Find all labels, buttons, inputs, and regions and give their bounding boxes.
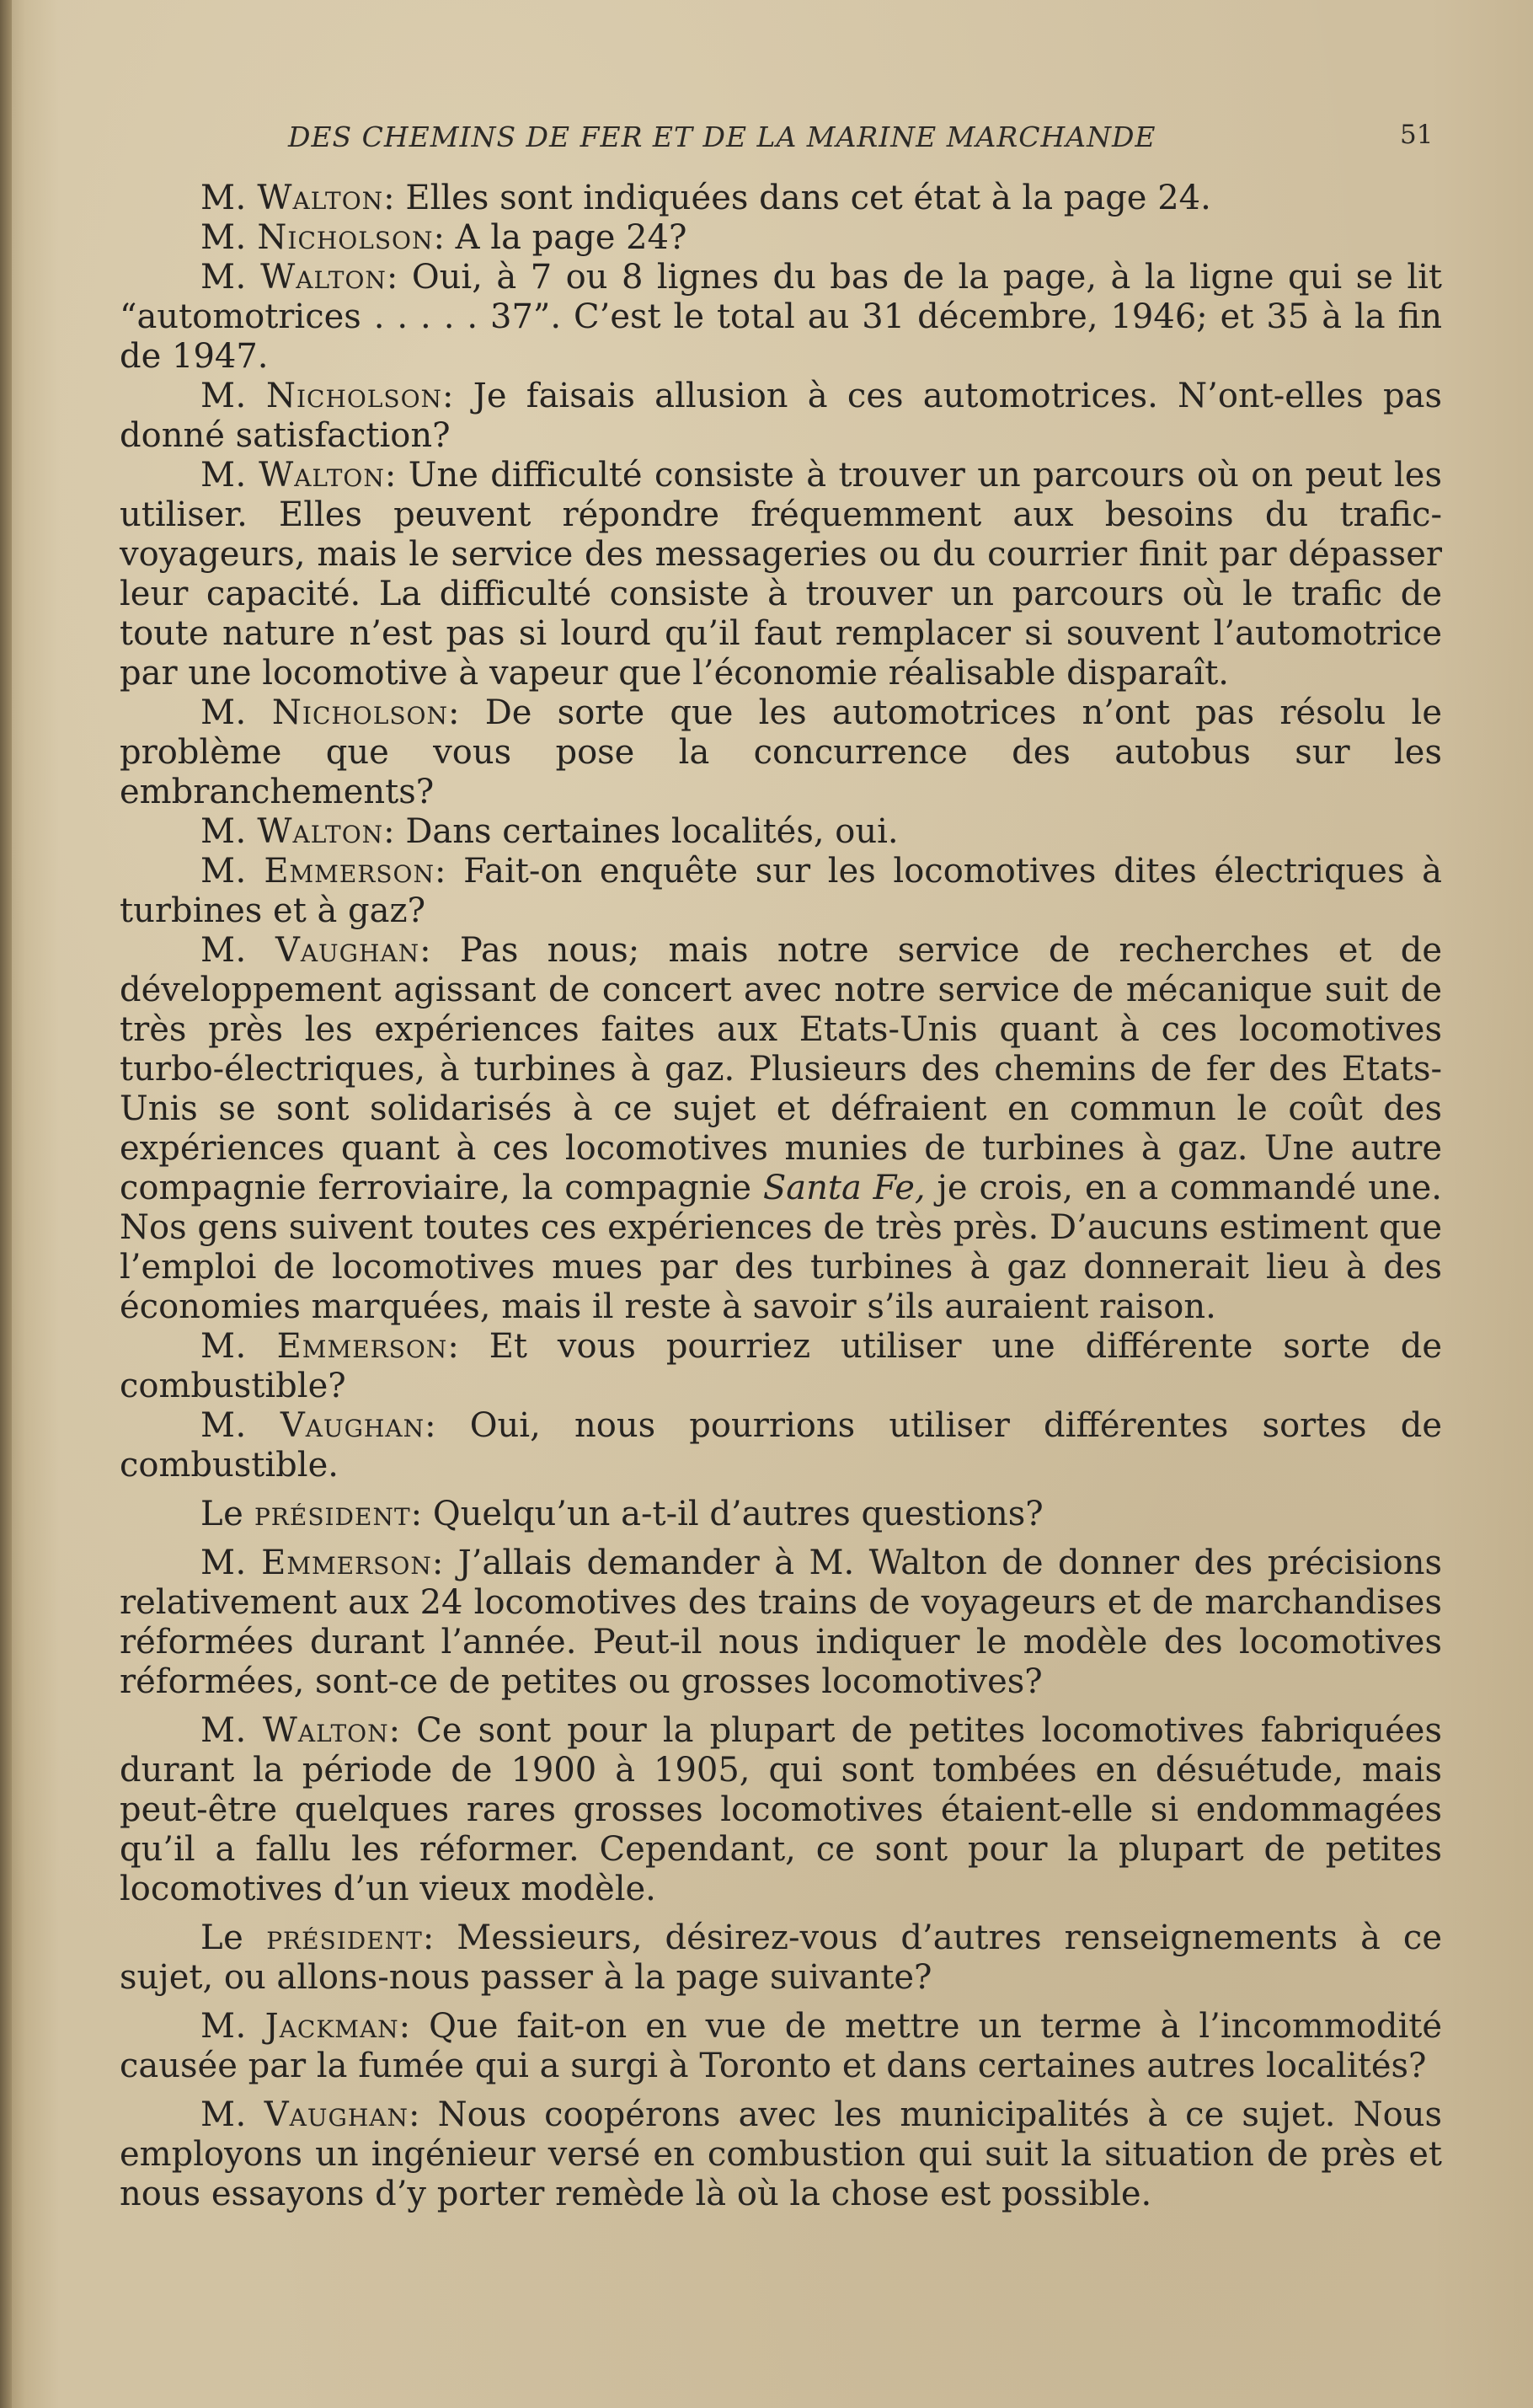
paragraph-text: : Pas nous; mais notre service de recherches et de développement agissant de concert avec notre service de mécanique suit de très près les expériences faites aux Etats-Unis quant à ces locomotives turbo-électriques, à turbines à gaz. Plusieurs des chemins de fer des Etats-Unis se sont solidarisés à ce sujet et défraient en commun le coût des expériences quant à ces locomotives munies de turbines à gaz. Une autre compagnie ferroviaire, la compagnie <box>120 931 1442 1207</box>
speaker-title: M. <box>200 377 247 415</box>
paragraph-text: : Nous coopérons avec les municipalités à ce sujet. Nous employons un ingénieur versé en combustion qui suit la situation de près et nous essayons d’y porter remède là où la chose est possible. <box>120 2095 1442 2213</box>
speaker-title: M. <box>200 812 247 851</box>
paragraph-text: : Quelqu’un a-t-il d’autres questions? <box>410 1495 1044 1533</box>
speaker-name: Walton <box>257 179 384 217</box>
company-name-italic: Santa Fe, <box>762 1169 926 1207</box>
transcript-paragraph <box>120 1406 1442 1485</box>
page-binding-edge <box>0 0 12 2408</box>
speaker-name: président <box>266 1918 423 1957</box>
transcript-paragraph <box>120 1495 1442 1534</box>
speaker-name: Emmerson <box>261 1544 432 1582</box>
transcript-paragraph <box>120 1544 1442 1702</box>
speaker-name: Vaughan <box>264 2095 409 2134</box>
transcript-paragraph <box>120 456 1442 693</box>
transcript-paragraph <box>120 218 1442 258</box>
paragraph-text: : Messieurs, désirez-vous d’autres renseignements à ce sujet, ou allons-nous passer à la page suivante? <box>120 1918 1442 1997</box>
speaker-title: M. <box>200 852 247 891</box>
transcript-paragraph <box>120 258 1442 377</box>
paragraph-text: : Et vous pourriez utiliser une différente sorte de combustible? <box>120 1327 1442 1405</box>
transcript-paragraph <box>120 179 1442 218</box>
speaker-title: M. <box>200 179 247 217</box>
speaker-name: Jackman <box>264 2007 399 2046</box>
speaker-name: Walton <box>257 812 384 851</box>
transcript-paragraph <box>120 2095 1442 2214</box>
speaker-title: M. <box>200 1327 247 1366</box>
paragraph-text: : De sorte que les automotrices n’ont pas résolu le problème que vous pose la concurrence des autobus sur les embranchements? <box>120 693 1442 811</box>
speaker-title: M. <box>200 2007 247 2046</box>
transcript-paragraph <box>120 2007 1442 2086</box>
paragraph-text: : Ce sont pour la plupart de petites locomotives fabriquées durant la période de 1900 à 1905, qui sont tombées en désuétude, mais peut-être quelques rares grosses locomotives étaient-elle si endommagées qu’il a fallu les réformer. Cependant, ce sont pour la plupart de petites locomotives d’un vieux modèle. <box>120 1711 1442 1908</box>
speaker-title: Le <box>200 1495 244 1533</box>
paragraph-text: : Je faisais allusion à ces automotrices. N’ont-elles pas donné satisfaction? <box>120 377 1442 455</box>
speaker-name: Vaughan <box>280 1406 425 1445</box>
paragraph-text: : A la page 24? <box>433 218 687 257</box>
speaker-name: Emmerson <box>276 1327 448 1366</box>
page-number: 51 <box>1400 120 1434 150</box>
speaker-title: M. <box>200 931 247 970</box>
paragraph-text: : Oui, nous pourrions utiliser différentes sortes de combustible. <box>120 1406 1442 1485</box>
paragraph-text: : Elles sont indiquées dans cet état à la page 24. <box>383 179 1211 217</box>
speaker-title: M. <box>200 1544 247 1582</box>
paragraph-text: : Oui, à 7 ou 8 lignes du bas de la page, à la ligne qui se lit “automotrices . . . . . 37”. C’est le total au 31 décembre, 1946; et 35 à la fin de 1947. <box>120 258 1442 376</box>
speaker-title: Le <box>200 1918 244 1957</box>
transcript-paragraph <box>120 1918 1442 1998</box>
speaker-name: Walton <box>262 1711 389 1750</box>
speaker-name: Walton <box>259 456 385 495</box>
paragraph-text: : Fait-on enquête sur les locomotives dites électriques à turbines et à gaz? <box>120 852 1442 930</box>
speaker-title: M. <box>200 1711 247 1750</box>
speaker-name: président <box>254 1495 411 1533</box>
paragraph-text-continued: je crois, en a commandé une. Nos gens suivent toutes ces expériences de très près. D’aucuns estiment que l’emploi de locomotives mues par des turbines à gaz donnerait lieu à des économies marquées, mais il reste à savoir s’ils auraient raison. <box>120 1169 1442 1326</box>
paragraph-text: : Dans certaines localités, oui. <box>383 812 899 851</box>
transcript-paragraph <box>120 693 1442 812</box>
speaker-title: M. <box>200 258 247 297</box>
running-title: DES CHEMINS DE FER ET DE LA MARINE MARCHANDE <box>288 120 1156 153</box>
transcript-paragraph <box>120 1711 1442 1909</box>
speaker-name: Nicholson <box>271 693 448 732</box>
transcript-paragraph <box>120 852 1442 931</box>
speaker-title: M. <box>200 693 247 732</box>
paragraph-text: : J’allais demander à M. Walton de donner des précisions relativement aux 24 locomotives des trains de voyageurs et de marchandises réformées durant l’année. Peut-il nous indiquer le modèle des locomotives réformées, sont-ce de petites ou grosses locomotives? <box>120 1544 1442 1701</box>
speaker-name: Emmerson <box>264 852 435 891</box>
speaker-title: M. <box>200 1406 247 1445</box>
speaker-title: M. <box>200 456 247 495</box>
speaker-name: Nicholson <box>265 377 443 415</box>
transcript-paragraph <box>120 812 1442 852</box>
speaker-name: Vaughan <box>275 931 420 970</box>
transcript-paragraph <box>120 931 1442 1327</box>
paragraph-text: : Une difficulté consiste à trouver un parcours où on peut les utiliser. Elles peuvent répondre fréquemment aux besoins du trafic-voyageurs, mais le service des messageries ou du courrier finit par dépasser leur capacité. La difficulté consiste à trouver un parcours où le trafic de toute nature n’est pas si lourd qu’il faut remplacer si souvent l’automotrice par une locomotive à vapeur que l’économie réalisable disparaît. <box>120 456 1443 693</box>
transcript-paragraph <box>120 1327 1442 1406</box>
paragraph-text: : Que fait-on en vue de mettre un terme à l’incommodité causée par la fumée qui a surgi à Toronto et dans certaines autres localités? <box>120 2007 1442 2085</box>
speaker-title: M. <box>200 218 247 257</box>
speaker-title: M. <box>200 2095 247 2134</box>
speaker-name: Nicholson <box>257 218 434 257</box>
transcript-body <box>120 179 1442 2214</box>
speaker-name: Walton <box>260 258 387 297</box>
transcript-paragraph <box>120 377 1442 456</box>
